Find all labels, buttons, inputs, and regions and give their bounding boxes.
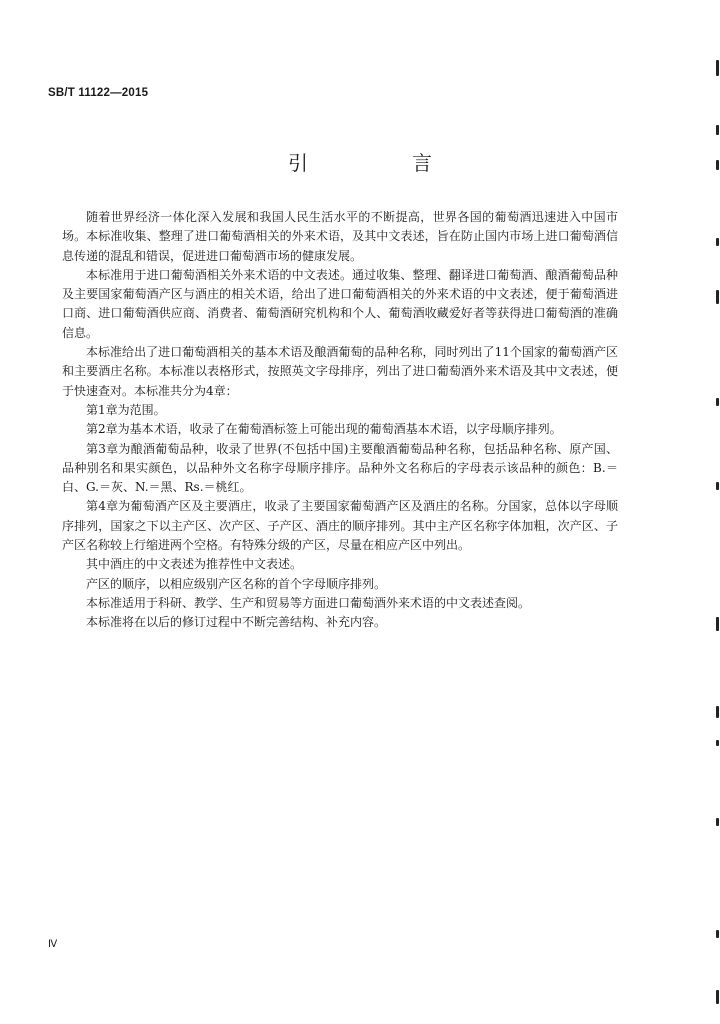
scan-mark — [716, 740, 719, 746]
paragraph: 本标准给出了进口葡萄酒相关的基本术语及酿酒葡萄的品种名称，同时列出了11个国家的葡萄酒产区和主要酒庄名称。本标准以表格形式，按照英文字母排序，列出了进口葡萄酒外来术语及其中文表述，便于快速查对。本标准共分为4章： — [62, 345, 618, 398]
scan-mark — [716, 930, 719, 938]
scan-mark — [716, 238, 719, 246]
paragraph: 本标准用于进口葡萄酒相关外来术语的中文表述。通过收集、整理、翻译进口葡萄酒、酿酒葡萄品种及主要国家葡萄酒产区与酒庄的相关术语，给出了进口葡萄酒相关的外来术语的中文表述，便于葡萄酒进口商、进口葡萄酒供应商、消费者、葡萄酒研究机构和个人、葡萄酒收藏爱好者等获得进口葡萄酒的准确信息。 — [62, 267, 618, 340]
scan-mark — [716, 617, 719, 631]
scan-mark — [716, 60, 719, 76]
paragraph: 本标准适用于科研、教学、生产和贸易等方面进口葡萄酒外来术语的中文表述查阅。 — [86, 595, 531, 610]
scan-mark — [716, 482, 719, 490]
paragraph: 产区的顺序，以相应级别产区名称的首个字母顺序排列。 — [86, 576, 387, 591]
paragraph: 第4章为葡萄酒产区及主要酒庄，收录了主要国家葡萄酒产区及酒庄的名称。分国家，总体以字母顺序排列，国家之下以主产区、次产区、子产区、酒庄的顺序排列。其中主产区名称字体加粗，次产区、子产区名称较上行缩进两个空格。有特殊分级的产区，尽量在相应产区中列出。 — [62, 499, 618, 553]
paragraph: 本标准将在以后的修订过程中不断完善结构、补充内容。 — [86, 615, 387, 630]
paragraph: 随着世界经济一体化深入发展和我国人民生活水平的不断提高，世界各国的葡萄酒迅速进入中国市场。本标准收集、整理了进口葡萄酒相关的外来术语，及其中文表述，旨在防止国内市场上进口葡萄酒信息传递的混乱和错误，促进进口葡萄酒市场的健康发展。 — [62, 210, 618, 263]
page-title: 引 言 — [288, 151, 474, 175]
scan-mark — [716, 125, 719, 135]
scan-mark — [716, 706, 719, 718]
paragraph: 第3章为酿酒葡萄品种，收录了世界(不包括中国)主要酿酒葡萄品种名称，包括品种名称、原产国、品种别名和果实颜色，以品种外文名称字母顺序排序。品种外文名称后的字母表示该品种的颜色：B.＝白、G.＝灰、N.＝黑、Rs.＝桃红。 — [62, 441, 618, 495]
page-number: Ⅳ — [48, 939, 58, 950]
introduction-body — [62, 208, 618, 633]
scan-mark — [716, 160, 719, 170]
scan-mark — [716, 290, 719, 304]
standard-code: SB/T 11122—2015 — [48, 87, 149, 99]
paragraph: 其中酒庄的中文表述为推荐性中文表述。 — [86, 557, 303, 572]
scan-mark — [716, 818, 719, 826]
paragraph: 第2章为基本术语，收录了在葡萄酒标签上可能出现的葡萄酒基本术语，以字母顺序排列。 — [86, 422, 562, 437]
paragraph: 第1章为范围。 — [86, 402, 166, 417]
scan-mark — [716, 990, 719, 1004]
scan-mark — [716, 398, 719, 406]
